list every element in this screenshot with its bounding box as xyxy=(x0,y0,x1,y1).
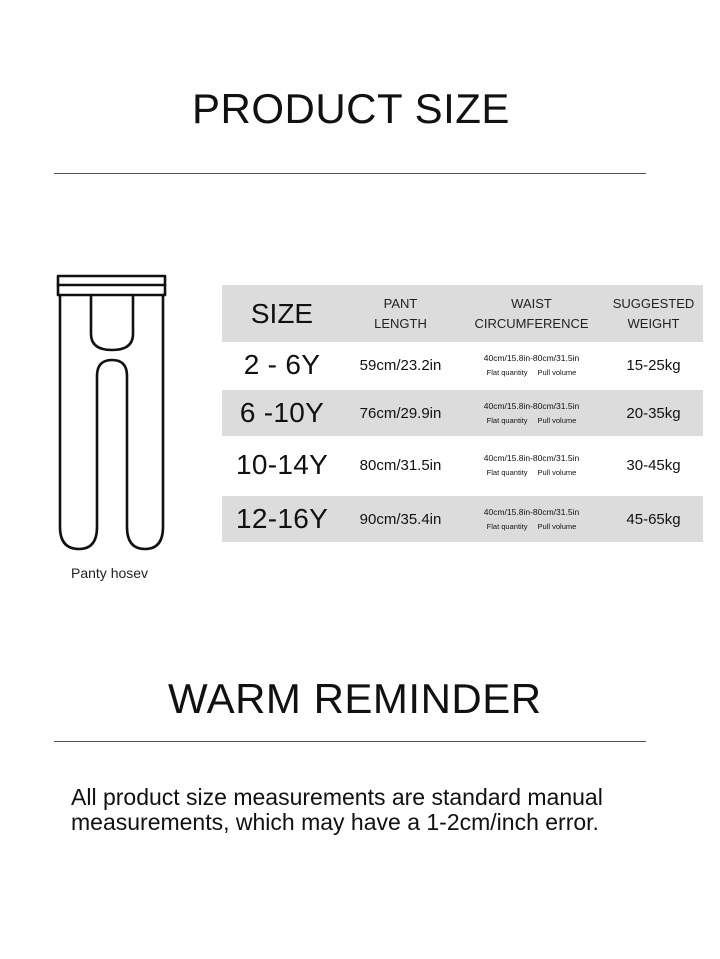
reminder-text xyxy=(71,785,603,835)
waist-cell: 40cm/15.8in-80cm/31.5in Flat quantity Pull volume xyxy=(483,506,580,531)
reminder-line-2: measurements, which may have a 1-2cm/inch error. xyxy=(71,809,599,835)
length-value: 90cm/35.4in xyxy=(359,510,442,528)
table-row xyxy=(222,442,703,488)
product-size-title: PRODUCT SIZE xyxy=(192,85,510,132)
tights-outline-icon xyxy=(55,272,169,554)
size-value: 2 - 6Y xyxy=(243,349,321,380)
waist-cell: 40cm/15.8in-80cm/31.5in Flat quantity Pull volume xyxy=(483,352,580,377)
reminder-line-1: All product size measurements are standard manual xyxy=(71,784,603,810)
weight-value: 15-25kg xyxy=(626,356,681,374)
header-size: SIZE xyxy=(250,297,314,329)
table-row xyxy=(222,390,703,436)
header-waist: WAIST CIRCUMFERENCE xyxy=(474,295,589,331)
waist-cell: 40cm/15.8in-80cm/31.5in Flat quantity Pull volume xyxy=(483,452,580,477)
size-value: 12-16Y xyxy=(235,503,329,534)
weight-value: 45-65kg xyxy=(626,510,681,528)
length-value: 80cm/31.5in xyxy=(359,456,442,474)
divider-top xyxy=(54,173,646,174)
header-pant-length: PANT LENGTH xyxy=(374,295,427,331)
length-value: 59cm/23.2in xyxy=(359,356,442,374)
size-value: 10-14Y xyxy=(235,449,329,480)
table-row xyxy=(222,342,703,388)
divider-bottom xyxy=(54,741,646,742)
figure-caption: Panty hosev xyxy=(71,565,149,581)
size-value: 6 -10Y xyxy=(239,397,325,428)
table-header-row xyxy=(222,285,703,342)
weight-value: 30-45kg xyxy=(626,456,681,474)
warm-reminder-title: WARM REMINDER xyxy=(168,675,542,722)
table-row xyxy=(222,496,703,542)
length-value: 76cm/29.9in xyxy=(359,404,442,422)
waist-cell: 40cm/15.8in-80cm/31.5in Flat quantity Pull volume xyxy=(483,400,580,425)
weight-value: 20-35kg xyxy=(626,404,681,422)
header-weight: SUGGESTED WEIGHT xyxy=(612,295,695,331)
